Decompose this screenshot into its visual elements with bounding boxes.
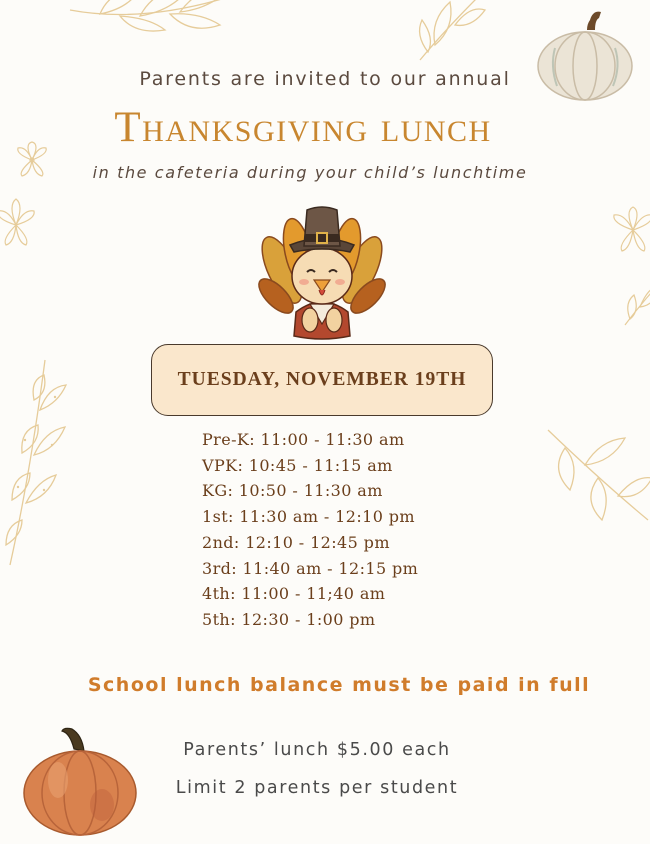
leaf-branch-top-left-icon	[60, 0, 300, 40]
schedule-item-4th: 4th: 11:00 - 11;40 am	[202, 584, 386, 604]
leaf-outline-right-icon	[620, 275, 650, 330]
event-date: TUESDAY, NOVEMBER 19TH	[177, 369, 467, 390]
flower-outline-left-lower-icon	[0, 195, 36, 255]
invitation-intro: Parents are invited to our annual	[139, 68, 511, 90]
schedule-item-vpk: VPK: 10:45 - 11:15 am	[202, 455, 393, 475]
lunch-schedule-list	[202, 427, 418, 633]
invitation-subtitle: in the cafeteria during your child’s lunchtime	[92, 163, 528, 182]
event-date-box	[151, 344, 493, 416]
schedule-item-1st: 1st: 11:30 am - 12:10 pm	[202, 507, 415, 527]
schedule-item-3rd: 3rd: 11:40 am - 12:15 pm	[202, 558, 419, 578]
fern-sprig-left-icon	[0, 355, 80, 570]
schedule-item-kg: KG: 10:50 - 11:30 am	[202, 481, 383, 501]
page-title: Thanksgiving lunch	[114, 104, 492, 151]
leaf-branch-top-right-icon	[410, 0, 490, 65]
flower-outline-right-icon	[610, 205, 650, 255]
schedule-item-2nd: 2nd: 12:10 - 12:45 pm	[202, 532, 390, 552]
schedule-item-pre-k: Pre-K: 11:00 - 11:30 am	[202, 430, 405, 449]
schedule-item-5th: 5th: 12:30 - 1:00 pm	[202, 609, 376, 629]
parent-lunch-price: Parents’ lunch $5.00 each	[183, 740, 451, 760]
parent-limit: Limit 2 parents per student	[175, 778, 459, 798]
leaf-sprig-right-icon	[540, 420, 650, 530]
turkey-pilgrim-icon	[262, 200, 382, 342]
balance-notice: School lunch balance must be paid in full	[87, 674, 591, 696]
